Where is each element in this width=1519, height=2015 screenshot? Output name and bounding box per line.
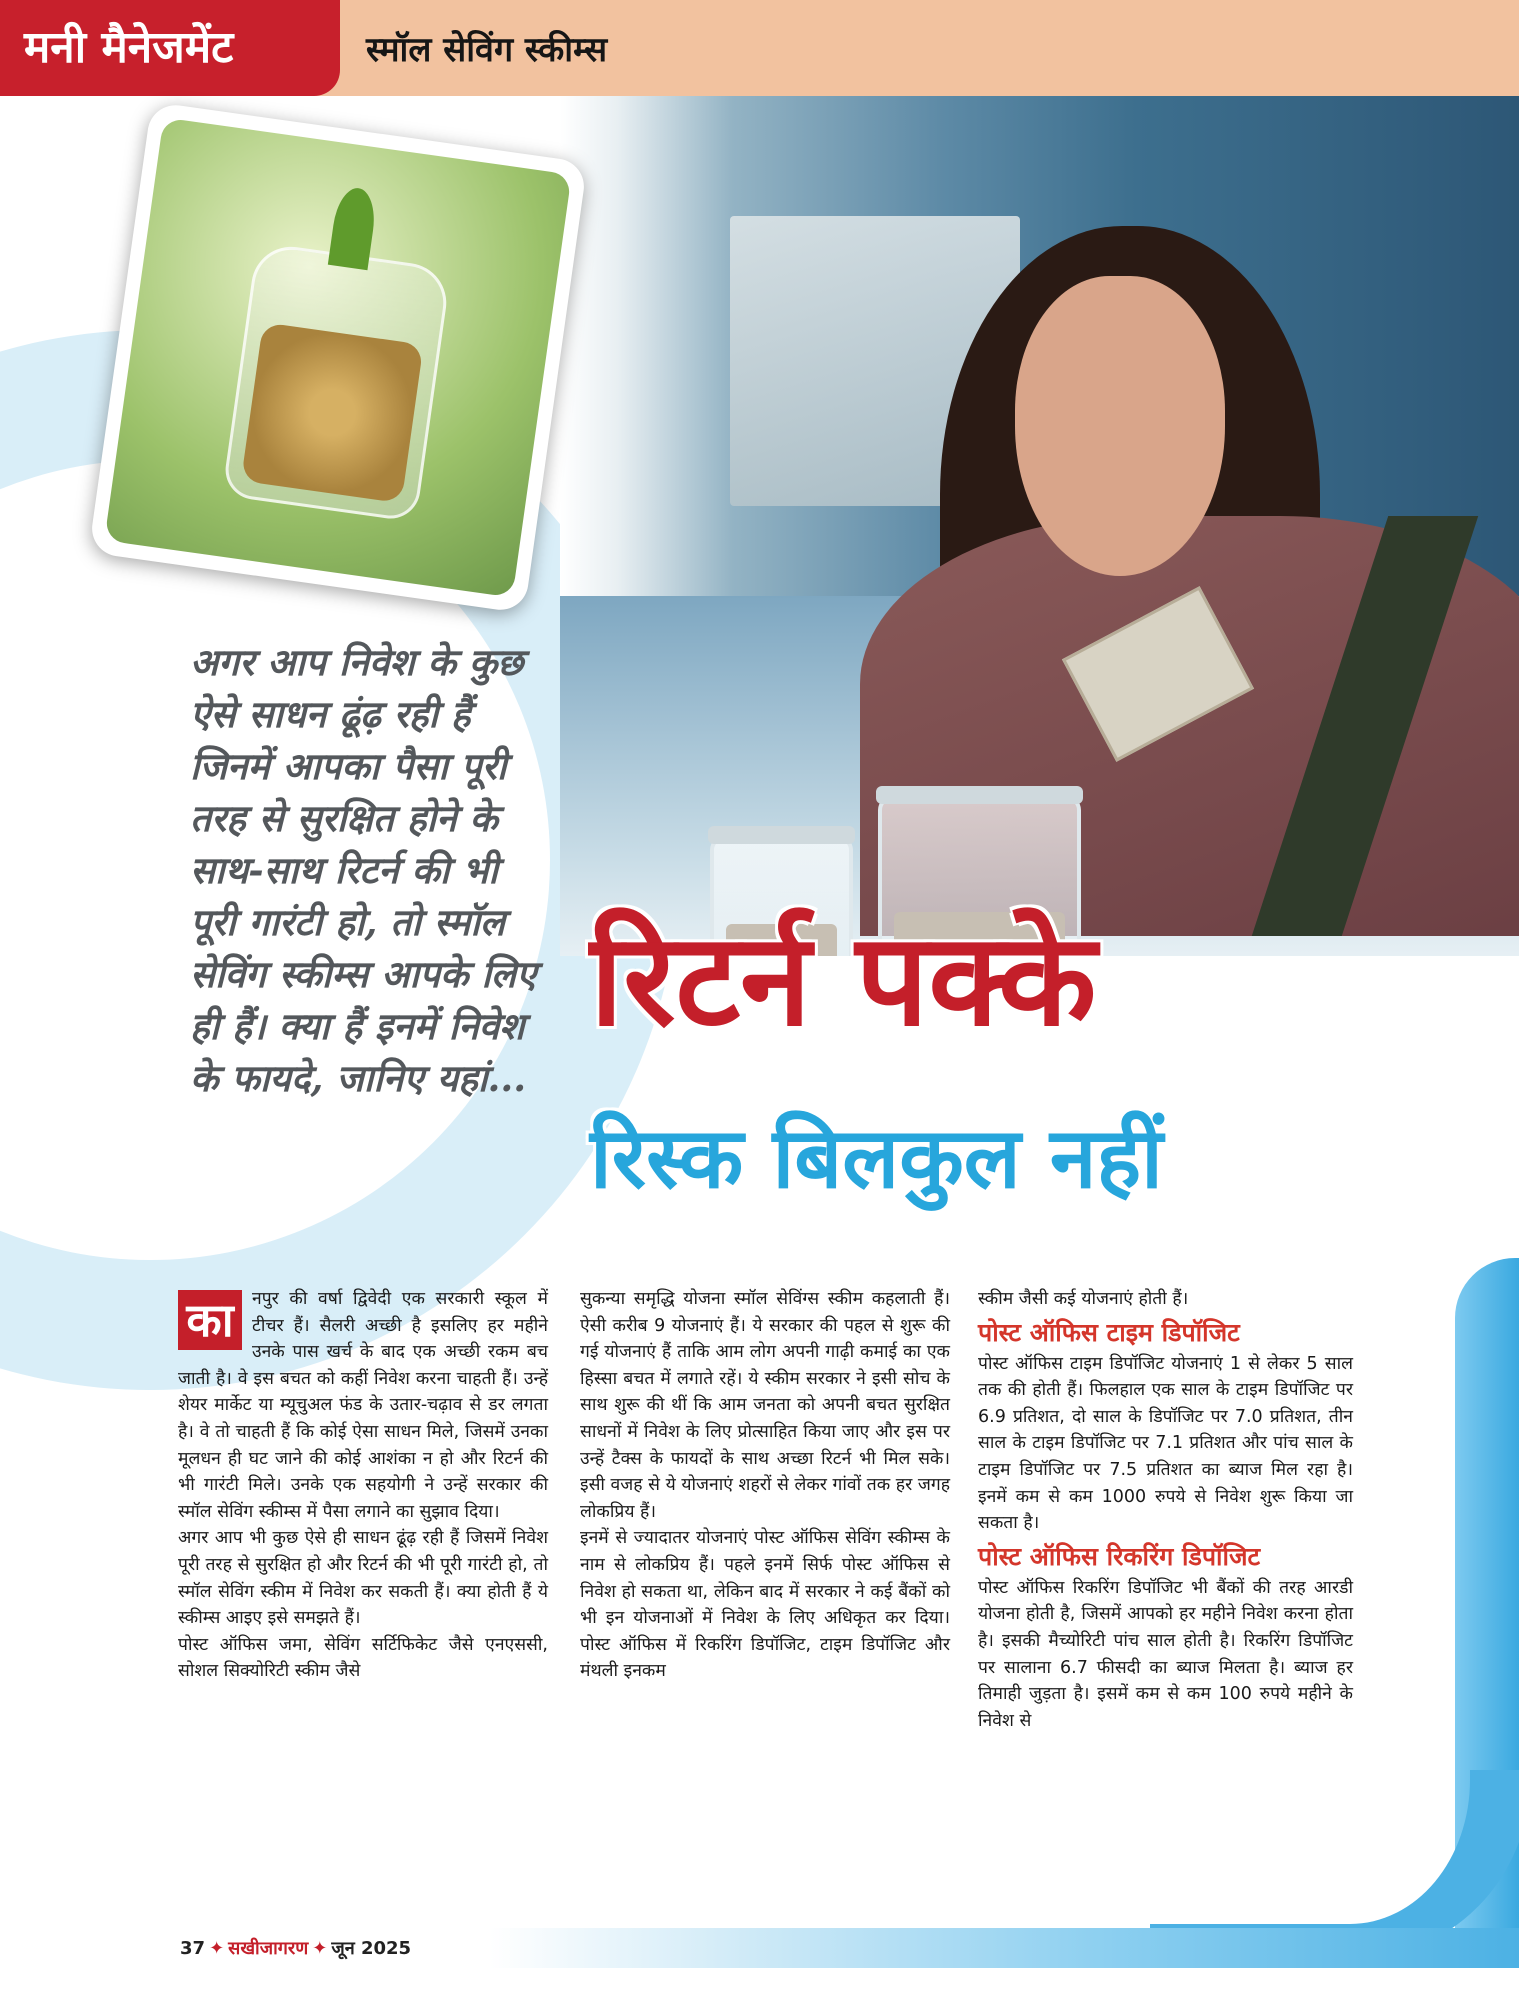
subheading-time-deposit: पोस्ट ऑफिस टाइम डिपॉजिट bbox=[978, 1317, 1240, 1347]
hero-photo-woman-with-jars bbox=[560, 96, 1519, 956]
issue-date: जून 2025 bbox=[331, 1938, 412, 1959]
paragraph: पोस्ट ऑफिस जमा, सेविंग सर्टिफिकेट जैसे एनएससी, सोशल सिक्योरिटी स्कीम जैसे bbox=[178, 1634, 548, 1682]
star-separator-icon: ✦ bbox=[209, 1938, 225, 1959]
coin-jar-with-plant bbox=[222, 242, 452, 523]
paragraph: सुकन्या समृद्धि योजना स्मॉल सेविंग्स स्कीम कहलाती हैं। ऐसी करीब 9 योजनाएं हैं। ये सरकार की पहल से शुरू की गई योजनाएं हैं ताकि आम लोग अपनी गाढ़ी कमाई का एक हिस्सा बचत में लगाते रहें। ये स्कीम सरकार ने इसी सोच के साथ शुरू की थीं कि आम जनता को अपनी बचत सुरक्षित साधनों में निवेश के लिए प्रोत्साहित किया जाए और इस पर उन्हें टैक्स के फायदों के साथ अच्छा रिटर्न भी मिल सके। इसी वजह से ये योजनाएं शहरों से लेकर गांवों तक हर जगह लोकप्रिय हैं। bbox=[580, 1289, 950, 1522]
dropcap: का bbox=[178, 1290, 242, 1350]
section-label: मनी मैनेजमेंट bbox=[0, 0, 340, 96]
headline: रिटर्न पक्के bbox=[590, 906, 1097, 1055]
footer-gradient-bar bbox=[490, 1928, 1519, 1968]
article-column-3 bbox=[978, 1286, 1353, 1734]
star-separator-icon: ✦ bbox=[312, 1938, 328, 1959]
paragraph: स्कीम जैसी कई योजनाएं होती हैं। bbox=[978, 1289, 1189, 1309]
coin-jar-photo-card bbox=[88, 102, 587, 614]
paragraph: नपुर की वर्षा द्विवेदी एक सरकारी स्कूल में टीचर हैं। सैलरी अच्छी है इसलिए हर महीने उनके पास खर्च के बाद एक अच्छी रकम बच जाती है। वे इस बचत को कहीं निवेश करना चाहती हैं। उन्हें शेयर मार्केट या म्यूचुअल फंड के उतार-चढ़ाव से डर लगता है। वे तो चाहती हैं कि कोई ऐसा साधन मिले, जिसमें उनका मूलधन ही घट जाने की कोई आशंका न हो और रिटर्न की भी गारंटी मिले। उनके एक सहयोगी ने उन्हें सरकार की स्मॉल सेविंग स्कीम्स में पैसा लगाने का सुझाव दिया। bbox=[178, 1289, 548, 1522]
subsection-label: स्मॉल सेविंग स्कीम्स bbox=[366, 30, 608, 70]
subheadline: रिस्क बिलकुल नहीं bbox=[590, 1109, 1163, 1207]
page-number: 37 bbox=[180, 1938, 206, 1959]
paragraph: पोस्ट ऑफिस टाइम डिपॉजिट योजनाएं 1 से लेकर 5 साल तक की होती हैं। फिलहाल एक साल के टाइम डिपॉजिट पर 6.9 प्रतिशत, दो साल के डिपॉजिट पर 7.0 प्रतिशत, तीन साल के टाइम डिपॉजिट पर 7.1 प्रतिशत और पांच साल के टाइम डिपॉजिट पर 7.5 प्रतिशत का ब्याज मिल रहा है। इनमें कम से कम 1000 रुपये से निवेश शुरू किया जा सकता है। bbox=[978, 1353, 1353, 1534]
paragraph: इनमें से ज्यादातर योजनाएं पोस्ट ऑफिस सेविंग स्कीम्स के नाम से लोकप्रिय हैं। पहले इनमें सिर्फ पोस्ट ऑफिस से निवेश हो सकता था, लेकिन बाद में सरकार ने कई बैंकों को भी इन योजनाओं में निवेश के लिए अधिकृत कर दिया। पोस्ट ऑफिस में रिकरिंग डिपॉजिट, टाइम डिपॉजिट और मंथली इनकम bbox=[580, 1528, 950, 1682]
page-folio bbox=[180, 1936, 411, 1962]
subheading-recurring-deposit: पोस्ट ऑफिस रिकरिंग डिपॉजिट bbox=[978, 1541, 1261, 1571]
article-column-1 bbox=[178, 1286, 548, 1685]
magazine-brand: सखीजागरण bbox=[228, 1938, 309, 1959]
article-column-2 bbox=[580, 1286, 950, 1685]
intro-deck: अगर आप निवेश के कुछ ऐसे साधन ढूंढ़ रही हैं जिनमें आपका पैसा पूरी तरह से सुरक्षित होने के साथ-साथ रिटर्न की भी पूरी गारंटी हो, तो स्मॉल सेविंग स्कीम्स आपके लिए ही हैं। क्या हैं इनमें निवेश के फायदे, जानिए यहां... bbox=[190, 640, 537, 1100]
paragraph: अगर आप भी कुछ ऐसे ही साधन ढूंढ़ रही हैं जिसमें निवेश पूरी तरह से सुरक्षित हो और रिटर्न की भी पूरी गारंटी हो, तो स्मॉल सेविंग स्कीम में निवेश कर सकती हैं। क्या होती हैं ये स्कीम्स आइए इसे समझते हैं। bbox=[178, 1528, 548, 1629]
paragraph: पोस्ट ऑफिस रिकरिंग डिपॉजिट भी बैंकों की तरह आरडी योजना होती है, जिसमें आपको हर महीने निवेश करना होता है। इसकी मैच्योरिटी पांच साल होती है। रिकरिंग डिपॉजिट पर सालाना 6.7 फीसदी का ब्याज मिलता है। ब्याज हर तिमाही जुड़ता है। इसमें कम से कम 100 रुपये महीने के निवेश से bbox=[978, 1577, 1353, 1731]
